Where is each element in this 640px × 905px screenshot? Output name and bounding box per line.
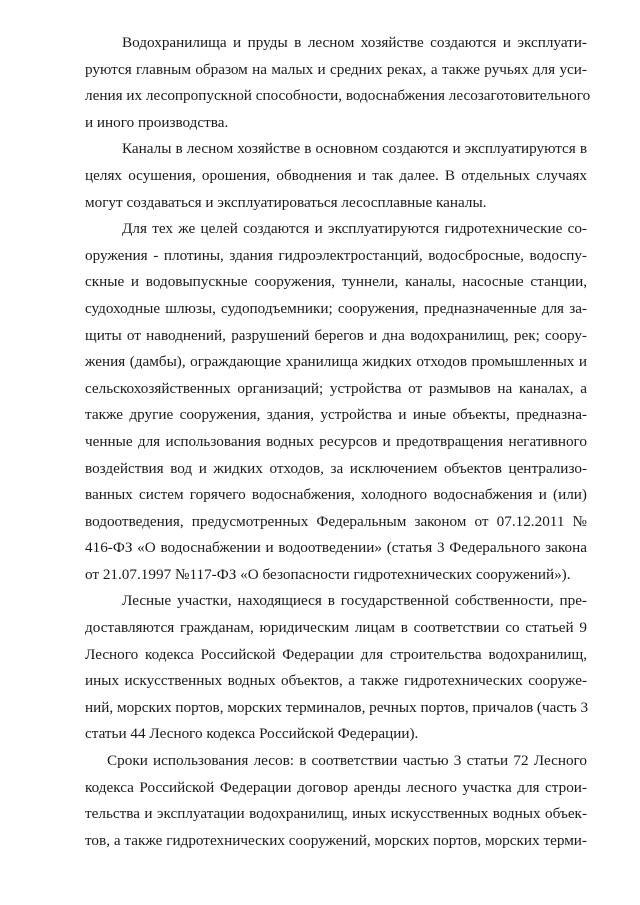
- text-line: также другие сооружения, здания, устройства и иные объекты, предназна-: [85, 406, 587, 424]
- text-line: тельства и эксплуатации водохранилищ, иных искусственных водных объек-: [85, 805, 587, 823]
- text-line: жения (дамбы), ограждающие хранилища жидких отходов промышленных и: [85, 353, 587, 371]
- text-line: сельскохозяйственных организаций; устройства от размывов на каналах, а: [85, 379, 587, 397]
- text-line: Лесные участки, находящиеся в государственной собственности, пре-: [122, 592, 587, 610]
- text-line: ления их лесопропускной способности, водоснабжения лесозаготовительного: [85, 87, 591, 105]
- text-line: воздействия вод и жидких отходов, за исключением объектов централизо-: [85, 459, 587, 477]
- document-page: [85, 30, 591, 854]
- text-line: от 21.07.1997 №117-ФЗ «О безопасности гидротехнических сооружений»).: [85, 565, 571, 583]
- text-line: ний, морских портов, морских терминалов, речных портов, причалов (часть 3: [85, 698, 589, 716]
- text-line: целях осушения, орошения, обводнения и так далее. В отдельных случаях: [85, 166, 587, 184]
- text-line: статьи 44 Лесного кодекса Российской Федерации).: [85, 725, 419, 743]
- text-line: Сроки использования лесов: в соответствии частью 3 статьи 72 Лесного: [107, 752, 587, 770]
- text-line: Лесного кодекса Российской Федерации для строительства водохранилищ,: [85, 645, 587, 663]
- paragraph-reservoirs: [85, 30, 591, 136]
- text-line: ванных систем горячего водоснабжения, холодного водоснабжения и (или): [85, 486, 587, 504]
- text-line: Водохранилища и пруды в лесном хозяйстве создаются и эксплуати-: [122, 34, 587, 51]
- text-line: ченные для использования водных ресурсов и предотвращения негативного: [85, 432, 587, 450]
- text-line: водоотведения, предусмотренных Федеральным законом от 07.12.2011 №: [85, 512, 587, 530]
- text-line: Каналы в лесном хозяйстве в основном создаются и эксплуатируются в: [122, 140, 587, 158]
- text-line: Для тех же целей создаются и эксплуатируются гидротехнические со-: [122, 220, 587, 238]
- paragraph-hydraulic-structures: [85, 216, 587, 588]
- text-line: доставляются гражданам, юридическим лицам в соответствии со статьей 9: [85, 619, 587, 637]
- text-line: тов, а также гидротехнических сооружений, морских портов, морских терми-: [85, 831, 587, 849]
- text-line: иных искусственных водных объектов, а также гидротехнических сооруже-: [85, 672, 587, 690]
- text-line: судоходные шлюзы, судоподъемники; сооружения, предназначенные для за-: [85, 299, 587, 317]
- text-line: оружения - плотины, здания гидроэлектростанций, водосбросные, водоспу-: [85, 246, 587, 264]
- text-line: 416-ФЗ «О водоснабжении и водоотведении» (статья 3 Федерального закона: [85, 539, 587, 557]
- paragraph-usage-terms: [85, 748, 587, 854]
- text-line: скные и водовыпускные сооружения, туннели, каналы, насосные станции,: [85, 273, 587, 291]
- text-line: руются главным образом на малых и средних реках, а также ручьях для уси-: [85, 60, 587, 78]
- text-line: и иного производства.: [85, 113, 229, 131]
- text-line: могут создаваться и эксплуатироваться лесосплавные каналы.: [85, 193, 487, 211]
- text-line: щиты от наводнений, разрушений берегов и дна водохранилищ, рек; соору-: [85, 326, 587, 344]
- text-line: кодекса Российской Федерации договор аренды лесного участка для строи-: [85, 778, 587, 796]
- paragraph-forest-plots: [85, 588, 587, 748]
- paragraph-canals: [85, 136, 587, 216]
